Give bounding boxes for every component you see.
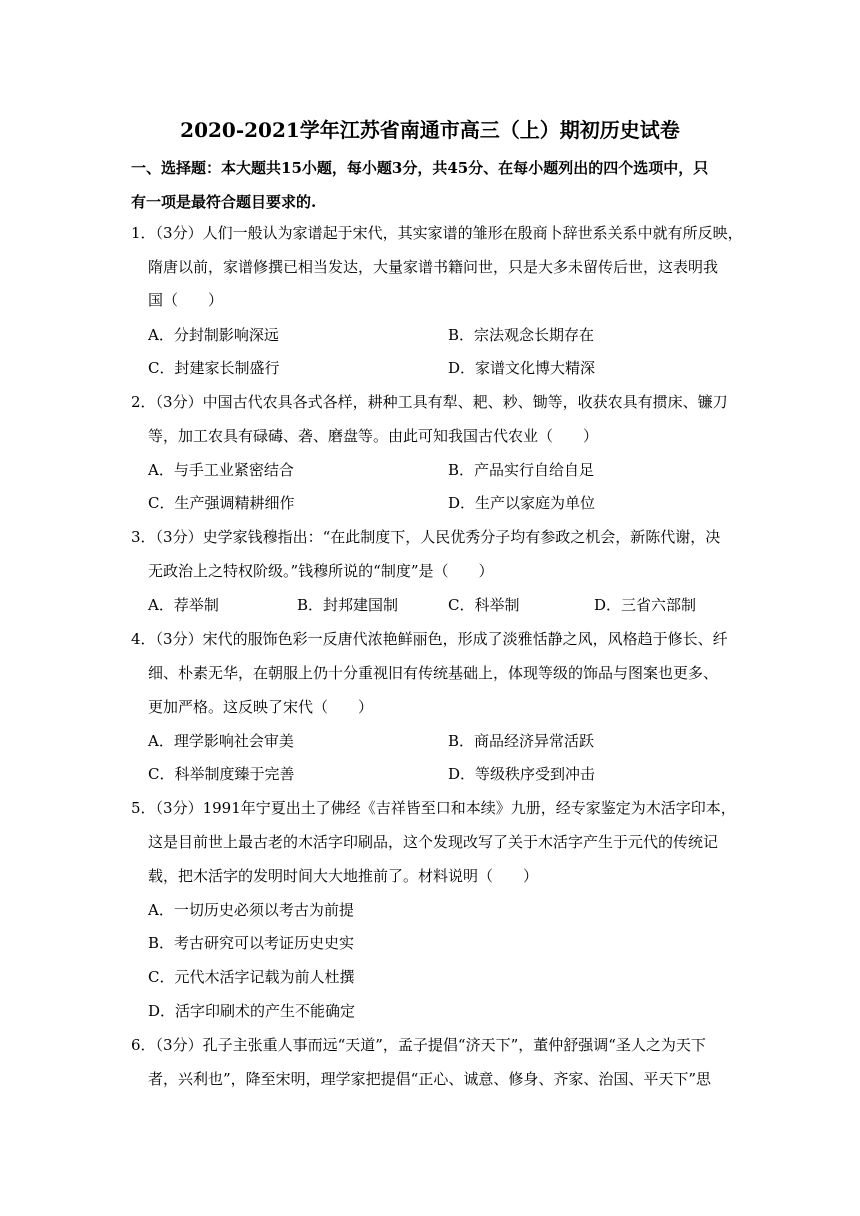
question-1-option-d[interactable]: D．家谱文化博大精深 <box>448 359 596 377</box>
question-4-option-b[interactable]: B．商品经济异常活跃 <box>448 732 595 750</box>
question-5-line-2: 这是目前世上最古老的木活字印刷品，这个发现改写了关于木活字产生于元代的传统记 <box>148 833 719 851</box>
question-2-option-c[interactable]: C．生产强调精耕细作 <box>148 494 295 512</box>
section-line-2: 有一项是最符合题目要求的. <box>131 192 317 211</box>
question-3-line-2: 无政治上之特权阶级。”钱穆所说的“制度”是（ ） <box>148 562 494 580</box>
question-2-line-2: 等，加工农具有碌碡、砻、磨盘等。由此可知我国古代农业（ ） <box>148 427 599 445</box>
question-1-option-c[interactable]: C．封建家长制盛行 <box>148 359 280 377</box>
question-5-option-b[interactable]: B．考古研究可以考证历史史实 <box>148 934 355 952</box>
question-4-line-3: 更加严格。这反映了宋代（ ） <box>148 698 374 716</box>
question-4-option-d[interactable]: D．等级秩序受到冲击 <box>448 765 596 783</box>
question-5-line-1: 5．（3分）1991年宁夏出土了佛经《吉祥皆至口和本续》九册，经专家鉴定为木活字印本， <box>131 799 736 817</box>
question-5-line-3: 载，把木活字的发明时间大大地推前了。材料说明（ ） <box>148 867 539 885</box>
page-title: 2020-2021学年江苏省南通市高三（上）期初历史试卷 <box>180 118 680 142</box>
question-4-option-a[interactable]: A．理学影响社会审美 <box>148 732 294 750</box>
section-instructions <box>131 152 731 219</box>
question-3-option-d[interactable]: D．三省六部制 <box>594 596 697 614</box>
question-3-option-b[interactable]: B．封邦建国制 <box>297 596 399 614</box>
question-1-option-a[interactable]: A．分封制影响深远 <box>148 326 279 344</box>
question-2-line-1: 2．（3分）中国古代农具各式各样，耕种工具有犁、耙、耖、锄等，收获农具有掼床、镰刀 <box>131 393 728 411</box>
question-4-option-c[interactable]: C．科举制度臻于完善 <box>148 765 295 783</box>
question-5-option-d[interactable]: D．活字印刷术的产生不能确定 <box>148 1002 356 1020</box>
question-5-option-c[interactable]: C．元代木活字记载为前人杜撰 <box>148 968 355 986</box>
question-2-option-d[interactable]: D．生产以家庭为单位 <box>448 494 596 512</box>
question-3-line-1: 3．（3分）史学家钱穆指出：“在此制度下，人民优秀分子均有参政之机会，新陈代谢，决 <box>131 528 721 546</box>
question-2-option-b[interactable]: B．产品实行自给自足 <box>448 461 595 479</box>
question-1-option-b[interactable]: B．宗法观念长期存在 <box>448 326 595 344</box>
question-1-line-1: 1．（3分）人们一般认为家谱起于宋代，其实家谱的雏形在殷商卜辞世系关系中就有所反映， <box>131 224 743 242</box>
question-3-option-a[interactable]: A．荐举制 <box>148 596 219 614</box>
question-4-line-2: 细、朴素无华，在朝服上仍十分重视旧有传统基础上，体现等级的饰品与图案也更多、 <box>148 664 719 682</box>
question-2-option-a[interactable]: A．与手工业紧密结合 <box>148 461 294 479</box>
question-1-line-3: 国（ ） <box>148 291 224 309</box>
question-5-option-a[interactable]: A．一切历史必须以考古为前提 <box>148 901 354 919</box>
question-4-line-1: 4．（3分）宋代的服饰色彩一反唐代浓艳鲜丽色，形成了淡雅恬静之风，风格趋于修长、纤 <box>131 630 728 648</box>
question-1-line-2: 隋唐以前，家谱修撰已相当发达，大量家谱书籍问世，只是大多未留传后世，这表明我 <box>148 258 719 276</box>
question-6-line-2: 者，兴利也”，降至宋明，理学家把提倡“正心、诚意、修身、齐家、治国、平天下”思 <box>148 1070 712 1088</box>
section-line-1: 一、选择题：本大题共15小题，每小题3分，共45分、在每小题列出的四个选项中，只 <box>131 159 709 177</box>
question-3-option-c[interactable]: C．科举制 <box>448 596 520 614</box>
question-6-line-1: 6．（3分）孔子主张重人事而远“天道”，孟子提倡“济天下”，董仲舒强调“圣人之为天下 <box>131 1036 706 1054</box>
